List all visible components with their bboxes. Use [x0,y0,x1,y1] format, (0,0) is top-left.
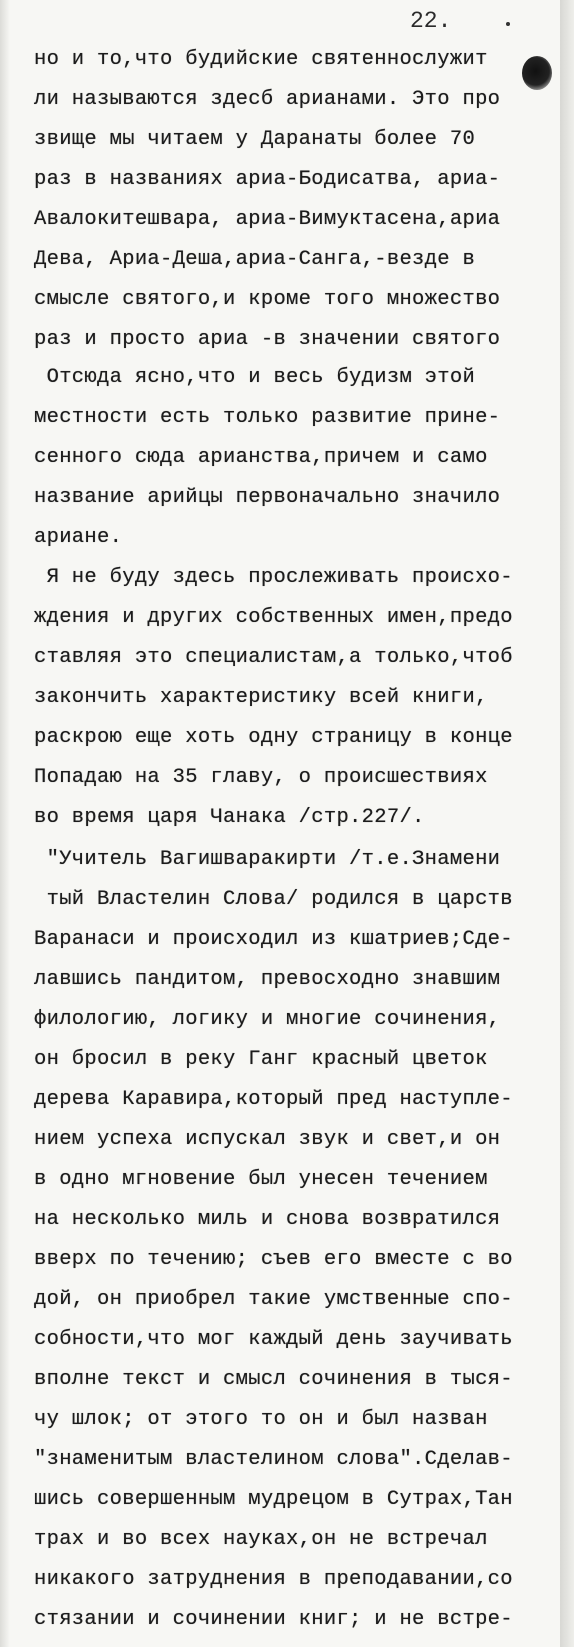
text-line: звище мы читаем у Даранаты более 70 [34,128,476,151]
text-line: чу шлок; от этого то он и был назван [34,1408,488,1431]
text-line: никакого затруднения в преподавании,со [34,1568,513,1591]
text-line: собности,что мог каждый день заучивать [34,1328,513,1351]
text-line: закончить характеристику всей книги, [34,686,488,709]
text-line: дерева Каравира,который пред наступле- [34,1088,513,1111]
text-line: филологию, логику и многие сочинения, [34,1008,501,1031]
text-line: стязании и сочинении книг; и не встре- [34,1608,513,1631]
text-line: сенного сюда арианства,причем и само [34,446,488,469]
text-line: в одно мгновение был унесен течением [34,1168,488,1191]
text-line: трах и во всех науках,он не встречал [34,1528,488,1551]
text-line: раскрою еще хоть одну страницу в конце [34,726,513,749]
text-line: нием успеха испускал звук и свет,и он [34,1128,501,1151]
text-line: вполне текст и смысл сочинения в тыся- [34,1368,513,1391]
adjacent-page-edge [560,0,574,1647]
text-line: ариане. [34,526,123,549]
text-line: тый Властелин Слова/ родился в царств [34,888,513,911]
text-line: вверх по течению; съев его вместе с во [34,1248,513,1271]
text-line: он бросил в реку Ганг красный цветок [34,1048,488,1071]
text-line: Дева, Ариа-Деша,ариа-Санга,-везде в [34,248,476,271]
text-line: "Учитель Вагишваракирти /т.е.Знамени [34,848,501,871]
text-line: Авалокитешвара, ариа-Вимуктасена,ариа [34,208,501,231]
text-line: шись совершенным мудрецом в Сутрах,Тан [34,1488,513,1511]
text-line: местности есть только развитие прине- [34,406,501,429]
text-line: но и то,что будийские святеннослужит [34,48,488,71]
text-line: лавшись пандитом, превосходно знавшим [34,968,501,991]
text-line: ли называются здесб арианами. Это про [34,88,501,111]
text-line: смысле святого,и кроме того множество [34,288,501,311]
text-line: во время царя Чанака /стр.227/. [34,806,425,829]
text-line: "знаменитым властелином слова".Сделав- [34,1448,513,1471]
page-number: 22. [410,8,452,34]
text-line: раз в названиях ариа-Бодисатва, ариа- [34,168,501,191]
text-line: Я не буду здесь прослеживать происхо- [34,566,513,589]
text-line: раз и просто ариа -в значении святого [34,328,501,351]
text-line: Попадаю на 35 главу, о происшествиях [34,766,488,789]
text-line: Варанаси и происходил из кшатриев;Сде- [34,928,513,951]
text-line: ждения и других собственных имен,предо [34,606,513,629]
text-line: Отсюда ясно,что и весь будизм этой [34,366,476,389]
text-line: на несколько миль и снова возвратился [34,1208,501,1231]
text-line: дой, он приобрел такие умственные спо- [34,1288,513,1311]
text-line: название арийцы первоначально значило [34,486,501,509]
text-line: ставляя это специалистам,а только,чтоб [34,646,513,669]
